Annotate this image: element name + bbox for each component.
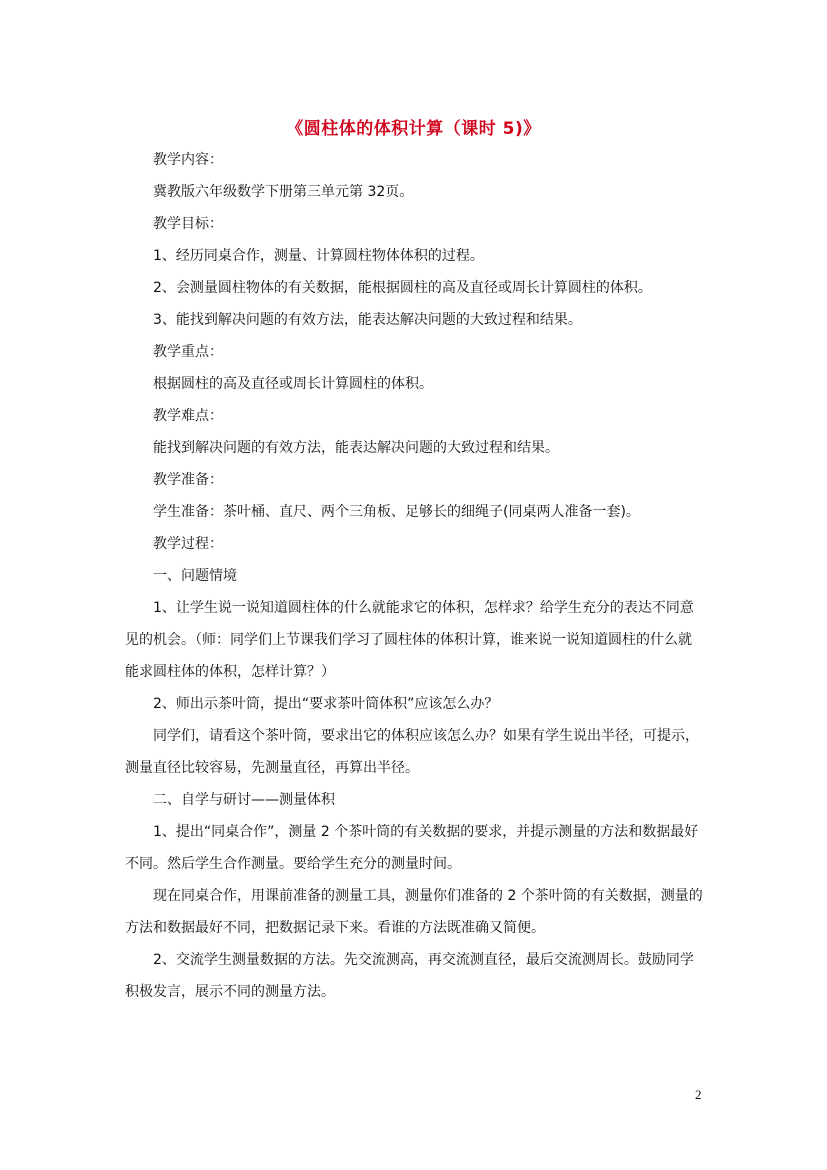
paragraph: 教学内容： [153, 152, 223, 168]
paragraph: 教学过程： [153, 536, 223, 552]
paragraph: 2、交流学生测量数据的方法。先交流测高，再交流测直径，最后交流测周长。鼓励同学积极发言，展示不同的测量方法。 [125, 952, 694, 1000]
paragraph: 教学难点： [153, 408, 223, 424]
paragraph: 2、师出示茶叶筒，提出“要求茶叶筒体积”应该怎么办？ [153, 696, 499, 712]
paragraph: 2、会测量圆柱物体的有关数据，能根据圆柱的高及直径或周长计算圆柱的体积。 [153, 280, 652, 296]
paragraph: 教学重点： [153, 344, 223, 360]
document-title: 《圆柱体的体积计算（课时 5)》 [286, 119, 541, 139]
paragraph: 能找到解决问题的有效方法，能表达解决问题的大致过程和结果。 [153, 440, 559, 456]
paragraph: 1、提出“同桌合作”，测量 2 个茶叶筒的有关数据的要求，并提示测量的方法和数据最好不同。然后学生合作测量。要给学生充分的测量时间。 [125, 824, 699, 872]
paragraph: 学生准备：茶叶桶、直尺、两个三角板、足够长的细绳子(同桌两人准备一套)。 [153, 504, 640, 520]
paragraph: 根据圆柱的高及直径或周长计算圆柱的体积。 [153, 376, 433, 392]
paragraph: 二、自学与研讨——测量体积 [153, 792, 335, 808]
paragraph: 3、能找到解决问题的有效方法，能表达解决问题的大致过程和结果。 [153, 312, 582, 328]
paragraph: 同学们，请看这个茶叶筒，要求出它的体积应该怎么办？如果有学生说出半径，可提示，测量直径比较容易，先测量直径，再算出半径。 [125, 728, 699, 776]
document-body [125, 144, 705, 1008]
paragraph: 教学目标： [153, 216, 223, 232]
paragraph: 教学准备： [153, 472, 223, 488]
paragraph: 1、让学生说一说知道圆柱体的什么就能求它的体积，怎样求？给学生充分的表达不同意见的机会。（师：同学们上节课我们学习了圆柱体的体积计算，谁来说一说知道圆柱的什么就能求圆柱体的体积，怎样计算？） [125, 600, 694, 680]
paragraph: 一、问题情境 [153, 568, 237, 584]
page-number: 2 [695, 1087, 702, 1102]
paragraph: 冀教版六年级数学下册第三单元第 32页。 [153, 184, 414, 200]
paragraph: 现在同桌合作，用课前准备的测量工具，测量你们准备的 2 个茶叶筒的有关数据，测量的方法和数据最好不同，把数据记录下来。看谁的方法既准确又简便。 [125, 888, 703, 936]
paragraph: 1、经历同桌合作，测量、计算圆柱物体体积的过程。 [153, 248, 484, 264]
